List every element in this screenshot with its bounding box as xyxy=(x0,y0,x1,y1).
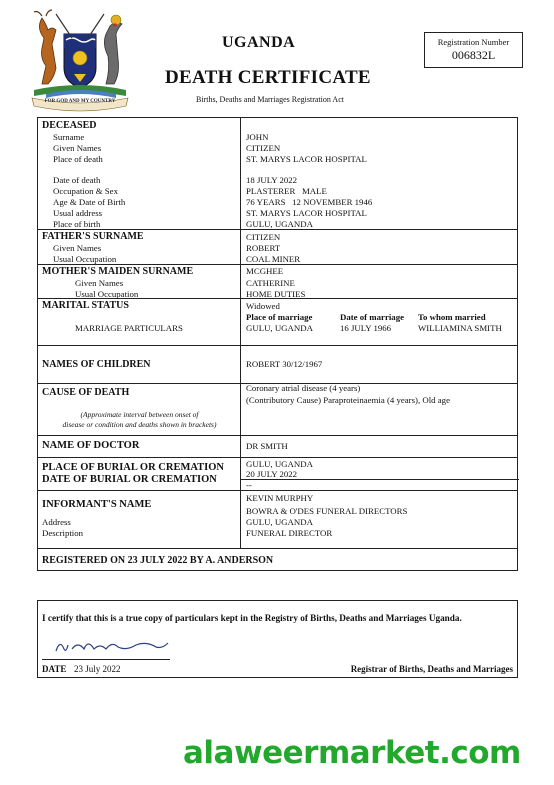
crest-motto: FOR GOD AND MY COUNTRY xyxy=(44,99,116,104)
value-father-given-names: ROBERT xyxy=(246,243,281,253)
value-burial-extra: -- xyxy=(246,480,252,490)
registration-label: Registration Number xyxy=(437,37,510,47)
value-date-of-marriage: 16 JULY 1966 xyxy=(340,323,392,333)
certification-statement: I certify that this is a true copy of particulars kept in the Registry of Births, Deaths and Marriages Uganda. xyxy=(42,613,462,623)
act-subtitle: Births, Deaths and Marriages Registration Act xyxy=(196,95,344,104)
mother-heading: MOTHER'S MAIDEN SURNAME xyxy=(42,266,194,277)
label-place-of-death: Place of death xyxy=(53,154,103,164)
label-marriage-particulars: MARRIAGE PARTICULARS xyxy=(75,323,183,333)
value-informant-address-1: BOWRA & O'DES FUNERAL DIRECTORS xyxy=(246,506,408,516)
burial-place-heading: PLACE OF BURIAL OR CREMATION xyxy=(42,462,225,473)
value-marital-status: Widowed xyxy=(246,301,280,311)
marital-heading: MARITAL STATUS xyxy=(42,300,129,311)
value-to-whom-married: WILLIAMINA SMITH xyxy=(418,323,502,333)
informant-heading: INFORMANT'S NAME xyxy=(42,499,152,510)
date-label: DATE xyxy=(42,664,67,674)
document-title: DEATH CERTIFICATE xyxy=(165,67,371,88)
deceased-heading: DECEASED xyxy=(42,120,97,131)
cause-note-line-1: (Approximate interval between onset of xyxy=(80,410,199,419)
date-value: 23 July 2022 xyxy=(74,664,121,674)
col-date-of-marriage: Date of marriage xyxy=(340,312,404,322)
registration-box xyxy=(424,32,523,68)
father-heading: FATHER'S SURNAME xyxy=(42,231,144,242)
coat-of-arms xyxy=(26,8,134,112)
value-place-of-marriage: GULU, UGANDA xyxy=(246,323,313,333)
label-informant-address: Address xyxy=(42,517,71,527)
value-place-of-death: ST. MARYS LACOR HOSPITAL xyxy=(246,154,367,164)
value-burial-date: 20 JULY 2022 xyxy=(246,469,298,479)
value-given-names: CITIZEN xyxy=(246,143,281,153)
children-heading: NAMES OF CHILDREN xyxy=(42,359,151,370)
label-date-of-death: Date of death xyxy=(53,175,101,185)
cause-note-line-2: disease or condition and deaths shown in brackets) xyxy=(62,419,217,429)
label-informant-description: Description xyxy=(42,528,84,538)
doctor-heading: NAME OF DOCTOR xyxy=(42,440,140,451)
value-informant-name: KEVIN MURPHY xyxy=(246,493,314,503)
value-informant-address-2: GULU, UGANDA xyxy=(246,517,313,527)
value-age-dob: 76 YEARS 12 NOVEMBER 1946 xyxy=(246,197,373,207)
value-burial-place: GULU, UGANDA xyxy=(246,459,313,469)
value-mother-surname: MCGHEE xyxy=(246,266,284,276)
label-given-names: Given Names xyxy=(53,143,102,153)
cause-heading: CAUSE OF DEATH xyxy=(42,387,130,398)
watermark-text: alaweermarket.com xyxy=(183,735,521,771)
signature xyxy=(52,635,172,657)
value-place-of-birth: GULU, UGANDA xyxy=(246,219,313,229)
value-occupation-sex: PLASTERER MALE xyxy=(246,186,327,196)
label-place-of-birth: Place of birth xyxy=(53,219,101,229)
certification-box xyxy=(37,600,518,678)
value-mother-given-names: CATHERINE xyxy=(246,278,295,288)
label-surname: Surname xyxy=(53,132,85,142)
value-surname: JOHN xyxy=(246,132,269,142)
label-father-occupation: Usual Occupation xyxy=(53,254,117,264)
value-cause-line-1: Coronary atrial disease (4 years) xyxy=(246,383,361,393)
country-title: UGANDA xyxy=(222,34,296,51)
label-age-dob: Age & Date of Birth xyxy=(53,197,126,207)
label-occupation-sex: Occupation & Sex xyxy=(53,186,118,196)
label-father-given-names: Given Names xyxy=(53,243,102,253)
signature-text xyxy=(52,635,57,636)
label-mother-occupation: Usual Occupation xyxy=(75,289,139,299)
label-mother-given-names: Given Names xyxy=(75,278,124,288)
value-mother-occupation: HOME DUTIES xyxy=(246,289,306,299)
value-father-surname: CITIZEN xyxy=(246,232,281,242)
cause-note xyxy=(42,410,237,429)
value-cause-line-2: (Contributory Cause) Paraproteinaemia (4 years), Old age xyxy=(246,395,450,405)
value-children: ROBERT 30/12/1967 xyxy=(246,359,323,369)
col-place-of-marriage: Place of marriage xyxy=(246,312,313,322)
col-to-whom-married: To whom married xyxy=(418,312,486,322)
certificate-table xyxy=(37,117,518,571)
value-informant-description: FUNERAL DIRECTOR xyxy=(246,528,333,538)
value-father-occupation: COAL MINER xyxy=(246,254,301,264)
value-doctor: DR SMITH xyxy=(246,441,288,451)
registration-number: 006832L xyxy=(451,48,496,62)
registered-line: REGISTERED ON 23 JULY 2022 BY A. ANDERSON xyxy=(42,555,274,566)
label-usual-address: Usual address xyxy=(53,208,103,218)
burial-date-heading: DATE OF BURIAL OR CREMATION xyxy=(42,474,217,485)
value-usual-address: ST. MARYS LACOR HOSPITAL xyxy=(246,208,367,218)
registrar-title: Registrar of Births, Deaths and Marriages xyxy=(350,664,513,674)
value-date-of-death: 18 JULY 2022 xyxy=(246,175,298,185)
